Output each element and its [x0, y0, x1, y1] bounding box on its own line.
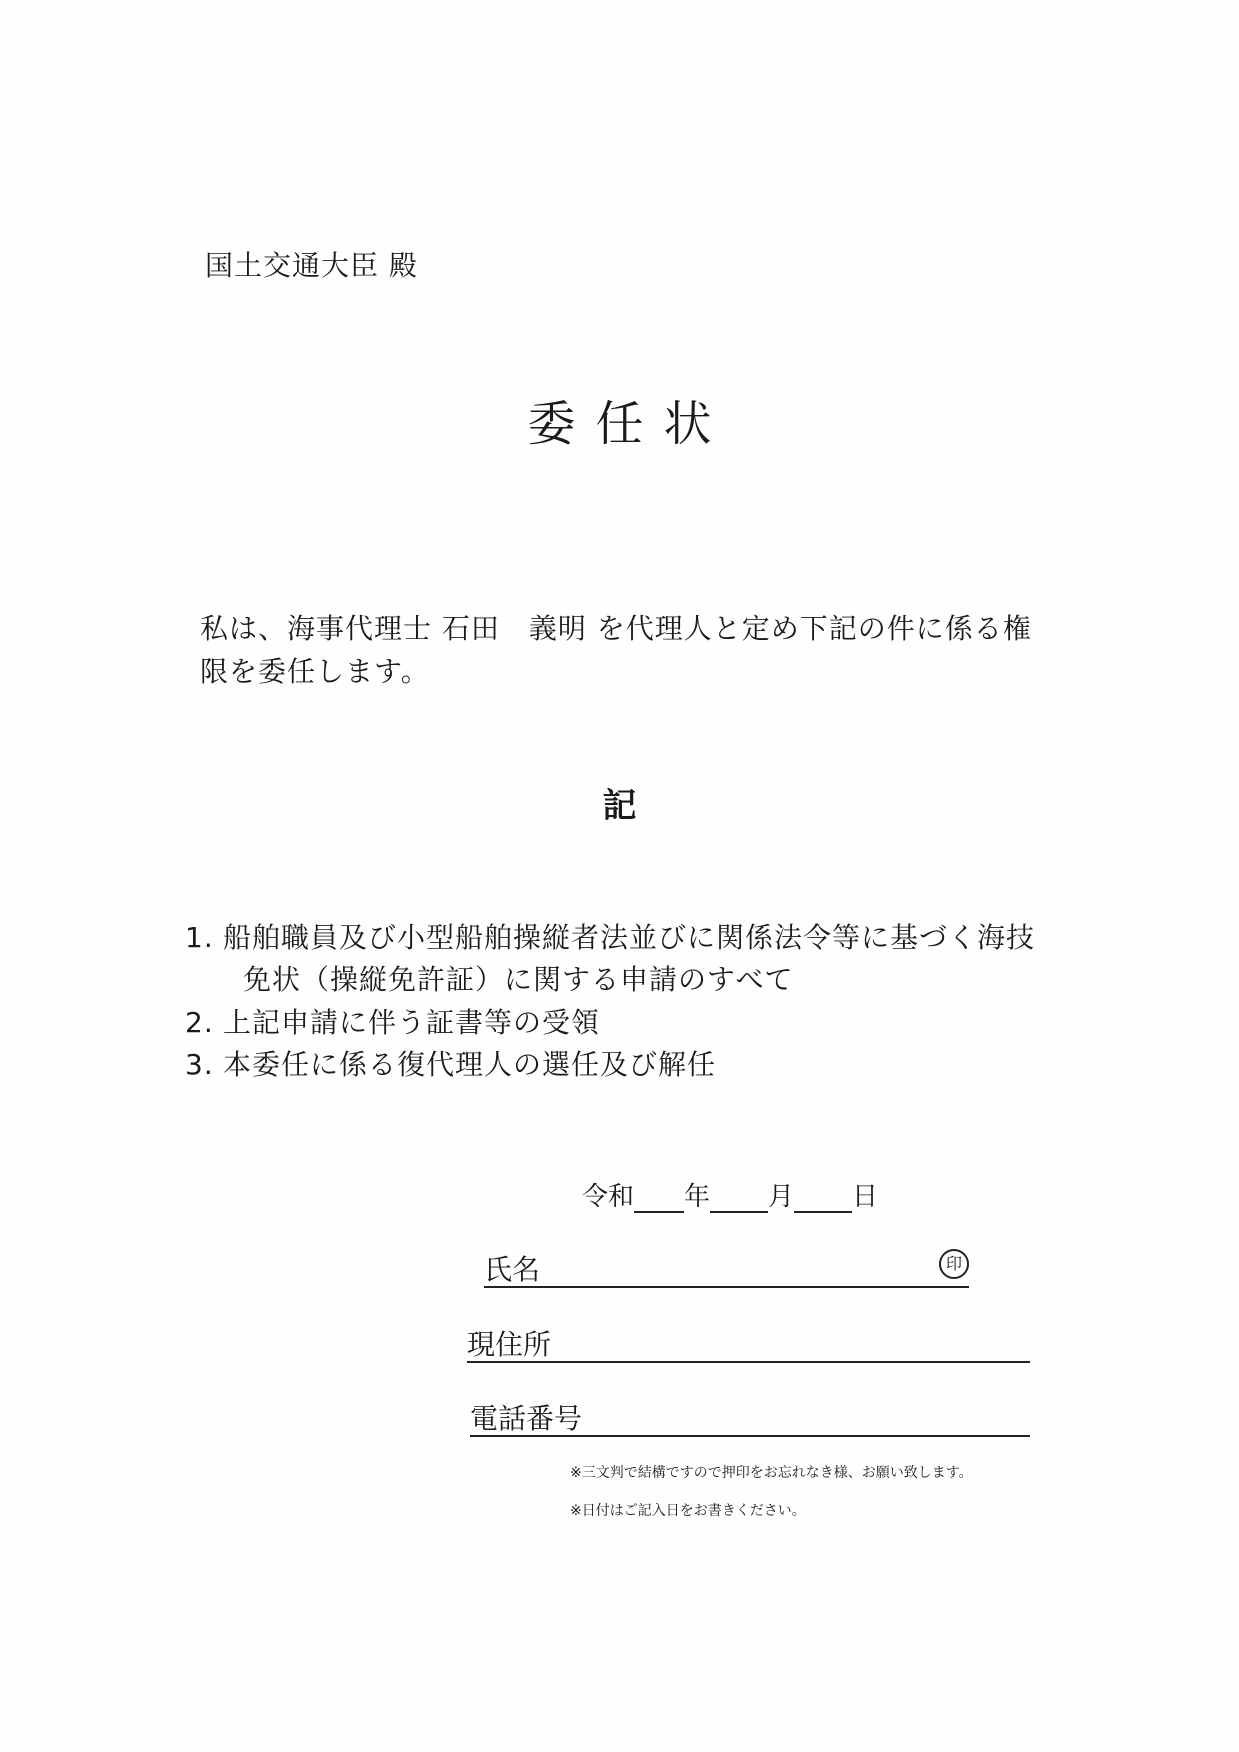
list-item-number: 3. — [185, 1048, 214, 1081]
day-blank[interactable] — [794, 1185, 852, 1213]
phone-label: 電話番号 — [470, 1402, 583, 1435]
list-item-number: 2. — [185, 1006, 214, 1039]
month-blank[interactable] — [710, 1185, 768, 1213]
addressee: 国土交通大臣 殿 — [205, 249, 418, 282]
seal-mark-icon: 印 — [939, 1249, 969, 1279]
list-item-text: 本委任に係る復代理人の選任及び解任 — [223, 1048, 717, 1081]
list-item-2 — [185, 1001, 600, 1041]
phone-underline — [470, 1435, 1030, 1437]
name-underline — [484, 1286, 969, 1288]
address-underline — [467, 1361, 1030, 1363]
date-day-label: 日 — [852, 1182, 879, 1212]
address-label: 現住所 — [467, 1328, 552, 1361]
year-blank[interactable] — [634, 1185, 684, 1213]
list-item-1-continuation: 免状（操縦免許証）に関する申請のすべて — [243, 963, 794, 996]
list-item-text: 上記申請に伴う証書等の受領 — [223, 1006, 601, 1039]
body-text-line-2: 限を委任します。 — [200, 655, 430, 688]
note-date-reminder: ※日付はご記入日をお書きください。 — [570, 1503, 806, 1519]
name-field[interactable] — [484, 1248, 969, 1284]
document-title: 委任状 — [527, 396, 732, 452]
list-item-number: 1. — [185, 921, 214, 954]
list-item-1 — [185, 916, 1035, 956]
date-line — [582, 1176, 878, 1213]
date-month-label: 月 — [768, 1182, 795, 1212]
date-era: 令和 — [582, 1182, 635, 1212]
note-seal-reminder: ※三文判で結構ですので押印をお忘れなき様、お願い致します。 — [570, 1465, 973, 1481]
body-text-line-1: 私は、海事代理士 石田 義明 を代理人と定め下記の件に係る権 — [200, 612, 1032, 645]
name-label: 氏名 — [484, 1253, 541, 1286]
address-field[interactable] — [467, 1323, 1030, 1359]
ki-heading: 記 — [602, 786, 637, 826]
date-year-label: 年 — [684, 1182, 711, 1212]
phone-field[interactable] — [470, 1397, 1030, 1433]
list-item-3 — [185, 1043, 716, 1083]
list-item-text: 船舶職員及び小型船舶操縦者法並びに関係法令等に基づく海技 — [223, 921, 1036, 954]
